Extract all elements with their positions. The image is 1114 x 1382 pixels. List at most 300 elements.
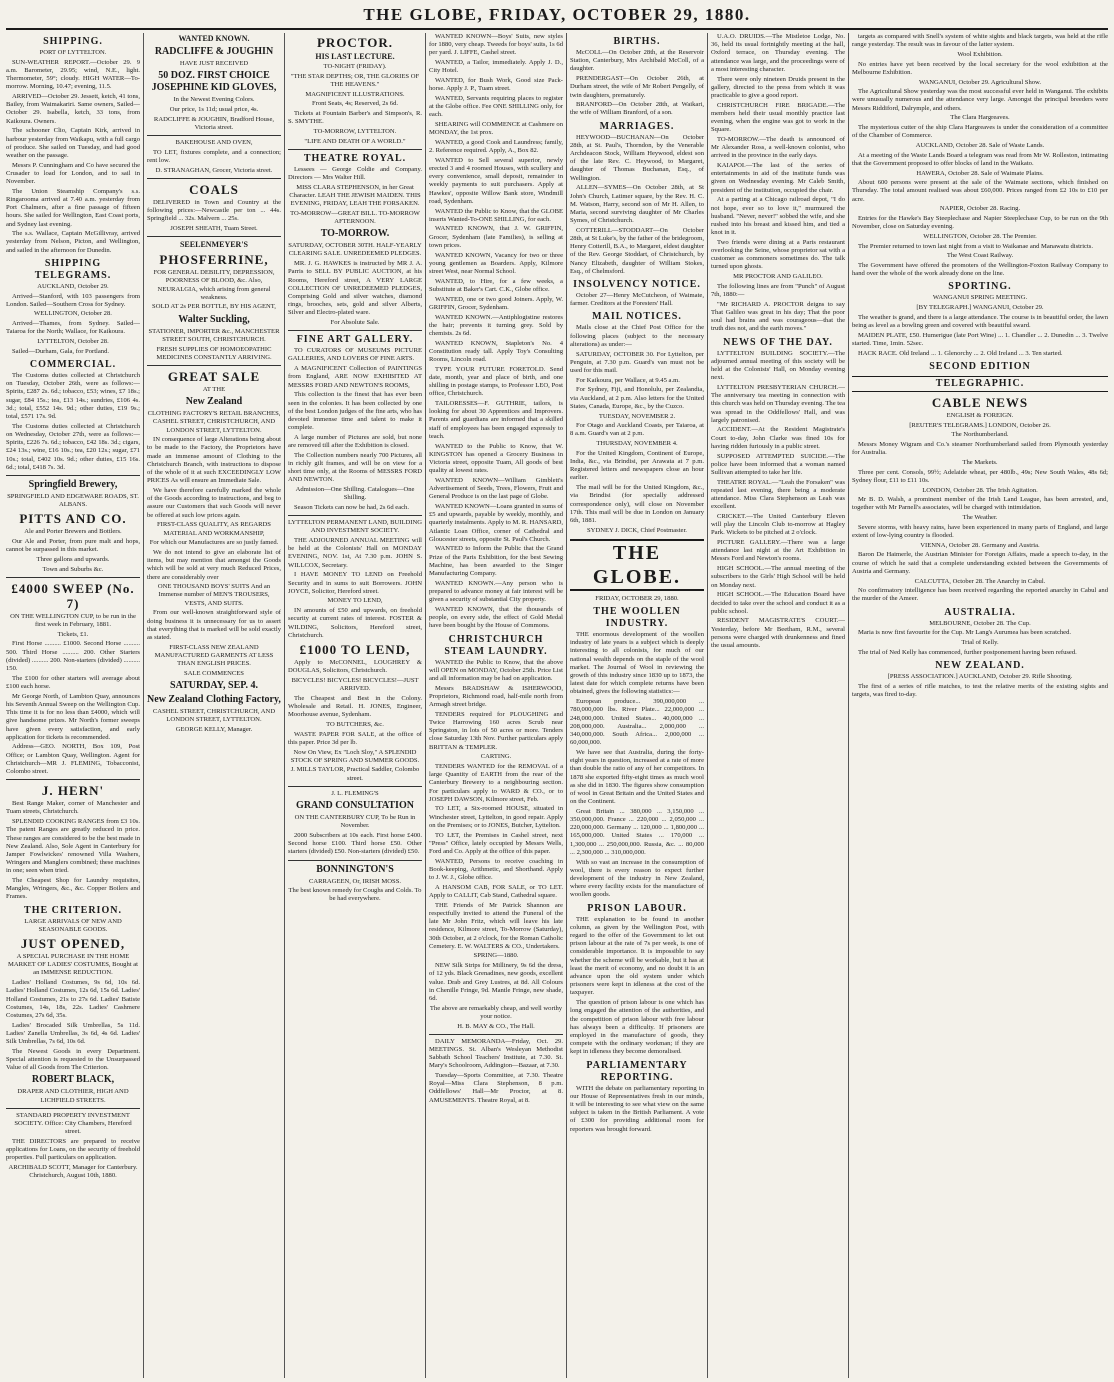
article-paragraph: WASTE PAPER FOR SALE, at the office of this paper. Price 3d per lb. xyxy=(288,730,422,746)
display-heading: COALS xyxy=(189,181,239,197)
large-heading: Walter Suckling, xyxy=(178,313,250,325)
centered-line: For Absolute Sale. xyxy=(330,319,380,327)
article-paragraph: THE ADJOURNED ANNUAL MEETING will be held at the Colonists' Hall on MONDAY EVENING, NOV. 1st, At 7.30 p.m. JOHN S. WILLCOX, Secretary. xyxy=(288,537,422,569)
centered-line: J. MILLS TAYLOR, Practical Saddler, Colombo street. xyxy=(290,766,420,782)
large-heading: TO-MORROW. xyxy=(320,228,390,240)
rule-divider xyxy=(6,1108,140,1109)
article-paragraph: The Customs duties collected at Christchurch on Tuesday, October 26th, were as follows:—Spirits, £287 2s. 6d.; tobacco, £53; wines, £7 18s.; sugar, £84 15s.; tea, £13 14s.; sundries, £106 4s. 3d.; total, £552 14s. 9d.; other duties, £19 9s.; total, £571 17s. 9d. xyxy=(6,372,140,421)
article-paragraph: WANTED, a Tailor, immediately. Apply J. D., City Hotel. xyxy=(429,59,563,75)
display-heading: £4000 SWEEP (No. 7) xyxy=(11,580,135,611)
section-heading: THEATRE ROYAL. xyxy=(303,152,407,164)
section-heading: NEWS OF THE DAY. xyxy=(723,336,833,348)
centered-line: ONE THOUSAND BOYS' SUITS And an Immense number of MEN'S TROUSERS, VESTS, AND SUITS. xyxy=(157,583,271,607)
article-paragraph: The weather is grand, and there is a large attendance. The course is in beautiful order, the lawn being as level as a bowling green and covered with beautiful sward. xyxy=(852,313,1108,330)
masthead-title: THE GLOBE, FRIDAY, OCTOBER 29, 1880. xyxy=(363,5,751,24)
article-paragraph: The Customs duties collected at Christchurch on Wednesday, October 27th, were as follows:—Spirits, £226 7s. 6d.; tobacco, £42 18s. 3d.; cigars, £24 13s.; wine, £16 10s.; tea, £20 12s.; sugar, £71 10s.; total, £402 10s. 9d.; other duties, £15 16s. 6d.; total, £418 7s. 3d. xyxy=(6,422,140,471)
centered-line: J. L. FLEMING'S xyxy=(331,789,379,797)
article-paragraph: WANTED, to Hire, for a few weeks, a Substitute at Baker's Cart. C.K., Globe office. xyxy=(429,277,563,293)
section-heading: MAIL NOTICES. xyxy=(592,311,682,323)
article-paragraph: SUN-WEATHER REPORT.—October 29. 9 a.m. Barometer, 29.95; wind, N.E., light. Thermometer, 59°; cloudy. HIGH WATER—To-morrow. Morning, 10.47; evening, 11.5. xyxy=(6,58,140,91)
article-paragraph: WANTED KNOWN.—Antiphlogistine restores the hair; prevents it turning grey. Sold by chemists. 2s 6d. xyxy=(429,313,563,337)
rule-divider xyxy=(6,577,140,578)
centered-line: H. B. MAY & CO., The Hall. xyxy=(457,1022,535,1030)
column-1 xyxy=(6,33,140,1378)
large-heading: RADCLIFFE & JOUGHIN xyxy=(154,46,274,57)
centered-line: BAKEHOUSE AND OVEN, xyxy=(175,139,253,147)
centered-line: Now On View, Ex "Loch Sloy," A SPLENDID STOCK OF SPRING AND SUMMER GOODS. xyxy=(290,748,420,764)
article-paragraph: KAIAPOI.—The last of the series of entertainments in aid of the institute funds was given on Wednesday evening. Mr Caleb Smith, president of the institution, occupied the chair. xyxy=(711,162,845,194)
display-heading: J. HERN' xyxy=(41,783,105,799)
article-paragraph: I HAVE MONEY TO LEND on Freehold Security and in sums to suit Borrowers. JOHN JOYCE, Solicitor, Hereford street. xyxy=(288,571,422,595)
centered-line: CLOTHING FACTORY'S RETAIL BRANCHES, CASHEL STREET, CHRISTCHURCH, AND LONDON STREET, LYTTELTON. xyxy=(147,410,281,434)
centered-line: D. STRANAGHAN, Grocer, Victoria street. xyxy=(155,166,273,174)
column-divider xyxy=(143,33,144,1378)
section-heading: PRISON LABOUR. xyxy=(587,902,687,914)
article-paragraph: The mail will be for the United Kingdom, &c., via Brindisi (for specially addressed correspondence only), will close on November 17th. This mail will be due in London on January 6th, 1881. xyxy=(570,484,704,524)
centered-line: ON THE WELLINGTON CUP, to be run in the first week in February, 1881. xyxy=(10,612,136,629)
section-heading: SHIPPING. xyxy=(43,36,103,47)
article-paragraph: "Mr RICHARD A. PROCTOR deigns to say That Galileo was great in his day; That the poor soul had brains and was courageous—that the truth dies not, and the earth moves." xyxy=(711,300,845,333)
centered-line: LYTTELTON, October 28. xyxy=(37,338,109,346)
article-paragraph: Messrs Money Wigram and Co.'s steamer Northumberland sailed from Plymouth yesterday for Australia. xyxy=(852,441,1108,457)
centered-line: [REUTER'S TELEGRAMS.] LONDON, October 26. xyxy=(909,421,1051,429)
article-paragraph: The Cheapest Shop for Laundry requisites, Mangles, Wringers, &c., &c. Copper Boilers and Frames. xyxy=(6,877,140,901)
article-paragraph: SUPPOSED ATTEMPTED SUICIDE.—The police have been informed that a woman named Sullivan attempted to take her life. xyxy=(711,452,845,476)
column-5 xyxy=(570,33,704,1378)
column-divider xyxy=(566,33,567,1378)
large-heading: New Zealand xyxy=(185,396,243,408)
rule-divider xyxy=(147,236,281,237)
centered-line: CARRAGEEN, Or, IRISH MOSS. xyxy=(308,877,402,885)
article-paragraph: The following lines are from "Punch" of August 7th, 1880:— xyxy=(711,282,845,299)
article-paragraph: HIGH SCHOOL.—The annual meeting of the subscribers to the Girls' High School will be held on Monday next. xyxy=(711,565,845,589)
article-paragraph: WANTED KNOWN—Boys' Suits, new styles for 1880, very cheap. Tweeds for boys' suits, 1s 6d per yard. J. LIFFE, Cashel street. xyxy=(429,33,563,57)
centered-line: Tickets, £1. xyxy=(57,630,89,638)
paper-title: THE GLOBE. xyxy=(570,539,704,591)
article-paragraph: A MAGNIFICENT Collection of PAINTINGS from England, ARE NOW EXHIBITED AT MESSRS FORD AND NEWTON'S ROOMS, xyxy=(288,365,422,389)
column-divider xyxy=(848,33,849,1378)
centered-line: [BY TELEGRAPH.] WANGANUI, October 29. xyxy=(916,304,1044,312)
article-paragraph: Mr B. D. Walsh, a prominent member of the Irish Land League, has been arrested, and, together with Mr Parnell's associates, will be charged with intimidation. xyxy=(852,496,1108,512)
article-paragraph: Messrs BRADSHAW & ISHERWOOD, Proprietors, Richmond road, half-mile north from Armagh street bridge. xyxy=(429,684,563,709)
article-paragraph: A HANSOM CAB, FOR SALE, or TO LET. Apply to CALLIT, Cab Stand, Cathedral square. xyxy=(429,883,563,899)
section-heading: TELEGRAPHIC. xyxy=(852,376,1108,392)
section-heading: SHIPPING TELEGRAMS. xyxy=(34,257,112,281)
centered-line: A SPECIAL PURCHASE IN THE HOME MARKET OF LADIES' COSTUMES, Bought at an IMMENSE REDUCTION. xyxy=(7,953,139,977)
article-paragraph: We do not intend to give an elaborate list of items, but may mention that amongst the Goods which will be sold at very much Reduced Prices, there are considerably over xyxy=(147,548,281,581)
article-paragraph: TENDERS WANTED for the REMOVAL of a large Quantity of EARTH from the rear of the Canterbury Brewery to a neighbouring section. For particulars apply to WARD & CO., or to JOSEPH DAWSON, Kilmore street, Feb. xyxy=(429,762,563,803)
sub-heading: SEELENMEYER'S xyxy=(179,240,249,250)
large-heading: BONNINGTON'S xyxy=(316,863,394,875)
article-paragraph: WANTED the Public to Know, that the above will OPEN on MONDAY, October 25th. Price List and all information may be had on application. xyxy=(429,658,563,682)
centered-line: In the Newest Evening Colors. xyxy=(173,96,255,104)
centered-line: WELLINGTON, October 28. xyxy=(34,310,112,318)
large-heading: SATURDAY, SEP. 4. xyxy=(170,679,258,691)
rule-divider xyxy=(288,860,422,861)
article-paragraph: RESIDENT MAGISTRATE'S COURT.—Yesterday, before Mr Beetham, R.M., several persons were charged with drunkenness and fined the usual amounts. xyxy=(711,617,845,650)
article-paragraph: targets as compared with Snell's system of white sights and black targets, was held at the rifle range yesterday. The result was in favour of the latter system. xyxy=(852,33,1108,49)
section-heading: NEW ZEALAND. xyxy=(935,659,1025,671)
centered-line: Wool Exhibition. xyxy=(957,50,1003,58)
article-paragraph: TO CURATORS OF MUSEUMS PICTURE GALLERIES, AND LOVERS OF FINE ARTS. xyxy=(288,347,422,363)
article-paragraph: THE Friends of Mr Patrick Shannon are respectfully invited to attend the Funeral of the late Mr John Fritz, which will leave his late residence, Kilmore street, To-Morrow (Saturday), 30th October, at 2 o'clock, for the Roman Catholic Cemetery. E. W. WALTERS & CO., Undertakers. xyxy=(429,901,563,950)
centered-line: Our price, 1s 11d; usual price, 4s. xyxy=(169,105,259,113)
centered-line: FRESH SUPPLIES OF HOMOEOPATHIC MEDICINES CONSTANTLY ARRIVING. xyxy=(156,345,272,361)
article-paragraph: Season Tickets can now be had, 2s 6d each. xyxy=(294,503,410,511)
large-heading: ROBERT BLACK, xyxy=(31,1074,115,1086)
article-paragraph: Messrs P. Cunningham and Co have secured the Crusader to load for London, and to sail in November. xyxy=(6,161,140,186)
article-paragraph: For Kaikoura, per Wallace, at 9.45 a.m. xyxy=(576,376,680,384)
display-heading: CABLE NEWS xyxy=(931,394,1029,410)
centered-line: STATIONER, IMPORTER &c., MANCHESTER STREET SOUTH, CHRISTCHURCH. xyxy=(148,327,280,343)
display-heading: PROCTOR. xyxy=(316,35,393,50)
centered-line: LYTTELTON PERMANENT LAND, BUILDING AND INVESTMENT SOCIETY. xyxy=(288,519,422,535)
article-paragraph: MAIDEN PLATE, £50. Humerigue (late Port Wine) ... 1. Chandler ... 2. Dunedin ... 3. Twelve started. Time, 1min. 52sec. xyxy=(852,331,1108,347)
article-paragraph: The schooner Clio, Captain Kirk, arrived in harbour yesterday from Waikapu, with a full cargo of produce. She sailed on Tuesday, and had good weather on the passage. xyxy=(6,127,140,159)
large-heading: Springfield Brewery, xyxy=(28,478,118,490)
article-paragraph: LYTTELTON PRESBYTERIAN CHURCH.—The anniversary tea meeting in connection with this church was held on Thursday evening. The tea was spread in the Oddfellows' Hall, and was largely patronised. xyxy=(711,383,845,424)
article-paragraph: HIGH SCHOOL.—The Education Board have decided to take over the school and conduct it as a public school. xyxy=(711,591,845,615)
centered-line: Ale and Porter Brewers and Bottlers. xyxy=(24,528,122,536)
section-heading: AUSTRALIA. xyxy=(944,606,1016,618)
centered-line: Admission—One Shilling. Catalogues—One Shilling. xyxy=(295,486,415,502)
article-paragraph: WANTED, Servants requiring places to register at the Globe office. Fee ONE SHILLING only, for each. xyxy=(429,94,563,119)
article-paragraph: DELIVERED in Town and Country at the following prices:—Newcastle per ton ... 44s. Springfield ... 32s. Malvern ... 25s. xyxy=(147,198,281,223)
centered-line: Three gallons and upwards. xyxy=(36,555,110,563)
centered-line: MISS CLARA STEPHENSON, in her Great Character. LEAH THE JEWISH MAIDEN. THIS EVENING, FRIDAY, LEAH THE FORSAKEN. xyxy=(289,183,421,208)
article-paragraph: TAILORESSES—F. GUTHRIE, tailors, is looking for about 30 Apprentices and Improvers. Parents and guardians are informed that a skilled staff of employees has been engaged expressly to teach. xyxy=(429,400,563,440)
centered-line: RADCLIFFE & JOUGHIN, Bradford House, Victoria street. xyxy=(153,115,275,131)
rule-divider xyxy=(147,135,281,136)
article-paragraph: ACCIDENT.—At the Resident Magistrate's Court to-day, John Clarke was fined 10s for having ridden furiously in a public street. xyxy=(711,426,845,450)
article-paragraph: Sailed—Durham, Gala, for Portland. xyxy=(12,347,110,355)
centered-line: FIRST-CLASS NEW ZEALAND MANUFACTURED GARMENTS AT LESS THAN ENGLISH PRICES. xyxy=(154,643,274,668)
sub-heading: WANTED KNOWN. xyxy=(178,34,250,43)
article-paragraph: WANTED to Sell several superior, newly erected 3 and 4 roomed Houses, with scullery and every convenience, small deposit, remainder in weekly payments to suit purchasers. Apply at Hawkes', opposite Willow Bank store, Windmill road, Sydenham. xyxy=(429,156,563,205)
article-paragraph: TO LET, the Premises in Cashel street, next "Press" Office, lately occupied by Messrs Wells, Ford and Co. Apply at the office of this paper. xyxy=(429,831,563,855)
centered-line: Trial of Kelly. xyxy=(961,639,999,647)
article-paragraph: Three per cent. Consols, 99½; Adelaide wheat, per 480lb., 49s; New South Wales, 48s 6d; Sydney flour, £11 to £11 10s. xyxy=(852,468,1108,484)
centered-line: The above are remarkably cheap, and well worthy your notice. xyxy=(429,1004,563,1020)
centered-line: ENGLISH & FOREIGN. xyxy=(946,411,1014,419)
article-paragraph: The first of a series of rifle matches, to test the relative merits of the existing sights and targets, was fired to-day. xyxy=(852,682,1108,698)
centered-line: TO-MORROW, LYTTELTON. xyxy=(313,127,397,135)
rule-divider xyxy=(429,1034,563,1035)
section-heading: BIRTHS. xyxy=(613,36,661,47)
large-heading: 50 DOZ. FIRST CHOICE JOSEPHINE KID GLOVES, xyxy=(151,70,277,94)
article-paragraph: PICTURE GALLERY.—There was a large attendance last night at the Art Exhibition in Messrs Ford and Newton's rooms. xyxy=(711,539,845,563)
article-paragraph: WITH the debate on parliamentary reporting in our House of Representatives fresh in our minds, it will be interesting to see what view on the same subject is taken in the British Parliament. A vote of £300 for providing additional room for reporters was brought forward. xyxy=(570,1084,704,1133)
centered-line: The best known remedy for Coughs and Colds. To be had everywhere. xyxy=(288,887,422,903)
centered-line: HAWERA, October 28. Sale of Waimate Plains. xyxy=(916,169,1044,177)
rule-divider xyxy=(288,330,422,331)
article-paragraph: MR. J. G. HAWKES is instructed by MR J. A. Parris to SELL BY PUBLIC AUCTION, at his Rooms, Hereford street, A VERY LARGE COLLECTION OF UNREDEEMED PLEDGES, Comprising Gold and silver watches, diamond rings, brooches, sets, gold and silver Alberts, Silver and Electro-plated ware. xyxy=(288,260,422,317)
article-paragraph: WANTED KNOWN—Loans granted in sums of £5 and upwards, payable by weekly, monthly, and quarterly instalments. Apply to M. R. HANSARD, Atlantic Loan Office, corner of Cathedral and Gloucester streets, opposite St. Paul's Church. xyxy=(429,502,563,543)
centered-line: DRAPER AND CLOTHIER, HIGH AND LICHFIELD STREETS. xyxy=(17,1088,129,1104)
article-paragraph: The £100 for other starters will average about £100 each horse. xyxy=(6,674,140,690)
article-paragraph: WANTED, a good Cook and Laundress; family, 2. Reference required. Apply, A., Box 82. xyxy=(429,138,563,155)
article-paragraph: WANTED, one or two good Joiners. Apply, W. GRIFFIN, Grocer, Sydenham. xyxy=(429,295,563,311)
centered-line: The Northumberland. xyxy=(951,431,1009,439)
centered-line: WANGANUI SPRING MEETING. xyxy=(932,294,1028,302)
article-paragraph: U.A.O. DRUIDS.—The Mistletoe Lodge, No. 36, held its usual fortnightly meeting at the hall, Oxford terrace, on Thursday evening. The attendance was large, and the proceedings were of a most interesting character. xyxy=(711,33,845,73)
centered-line: Front Seats, 4s; Reserved, 2s 6d. xyxy=(311,100,399,108)
article-paragraph: Severe storms, with heavy rains, have been experienced in many parts of England, and large extent of low-lying country is flooded. xyxy=(852,523,1108,540)
article-paragraph: SPLENDID COOKING RANGES from £3 10s. The patent Ranges are greatly reduced in price. These ranges are considered to be the best made in New Zealand. Also, Sole Agent in Canterbury for Jamper Fowlwickes' renowned Villa Washers, Wringers and Manglers combined; these machines in one; seen when tried. xyxy=(6,818,140,875)
centered-line: The West Coast Railway. xyxy=(946,252,1014,260)
section-heading: FINE ART GALLERY. xyxy=(296,334,414,346)
centered-line: THURSDAY, NOVEMBER 4. xyxy=(596,440,678,448)
article-paragraph: There were only nineteen Druids present in the gallery, directed to the press from which it was practicable to give a good report. xyxy=(711,75,845,99)
article-paragraph: The question of prison labour is one which has long engaged the attention of the authorities, and the competition of prison labour with free labour has always been a difficulty. If prisoners are employed in the manufacture of goods, they compete with the ordinary workman; if they are kept in idleness they become demoralised. xyxy=(570,999,704,1056)
article-paragraph: NEW Silk Strips for Millinery, 9s 6d the dress, of 12 yds. Black Grenadines, new goods, excellent value. Drab and Grey Lustres, at 8d. All Colours in Chenille Fringe, 9d. Mantle Fringe, new shade, 6d. xyxy=(429,962,563,1002)
masthead-rule xyxy=(6,28,1108,30)
section-heading: PARLIAMENTARY REPORTING. xyxy=(586,1059,688,1083)
article-paragraph: THEATRE ROYAL.—"Leah the Forsaken" was repeated last evening, there being a moderate attendance. Miss Clara Stephenson as Leah was excellent. xyxy=(711,478,845,511)
section-heading: CHRISTCHURCH STEAM LAUNDRY. xyxy=(444,633,548,657)
article-paragraph: Lessees — George Coldie and Company. Directors — Mrs Walter Hill. xyxy=(288,165,422,182)
centered-line: "LIFE AND DEATH OF A WORLD." xyxy=(304,137,406,145)
centered-line: FRIDAY, OCTOBER 29, 1880. xyxy=(595,594,679,602)
article-paragraph: DAILY MEMORANDA—Friday, Oct. 29. MEETINGS. St. Alban's Wesleyan Methodist Sabbath School Teachers' Institute, at 7.30. St. Mary's Schoolroom, Addington—Bazaar, at 7.30. xyxy=(429,1037,563,1070)
article-paragraph: Great Britain ... 380,000 ... 3,150,000 ... 350,000,000. France ... 220,000 ... 2,050,000 ... 220,000,000. Germany ... 120,000 ... 1,800,000 ... 165,000,000. United States ... 170,000 ... 1,300,000 ... 250,000,000. Russia, &c. ... 80,000 ... 2,300,000 ... 310,000,000. xyxy=(570,807,704,856)
centered-line: The Clara Hargreaves. xyxy=(950,114,1010,122)
centered-line: NAPIER, October 28. Racing. xyxy=(939,205,1021,213)
sub-heading: HIS LAST LECTURE. xyxy=(315,52,395,61)
centered-line: AUCKLAND, October 29. xyxy=(37,282,109,290)
rule-divider xyxy=(288,149,422,150)
centered-line: WELLINGTON, October 28. The Premier. xyxy=(923,232,1037,240)
article-paragraph: Tuesday—Sports Committee, at 7.30. Theatre Royal—Miss Clara Stephenson, 8 p.m. Oddfellows' Hall—Mr Proctor, at 8. AMUSEMENTS. Theatre Royal, at 8. xyxy=(429,1072,563,1104)
article-paragraph: THE enormous development of the woollen industry of late years is a subject which is deeply interesting to all colonists, for much of our national wealth depends on the staple of the wool market. The Journal of Wool in reviewing the growth of this industry since 1830 up to 1873, the latest date for which complete returns have been obtained, gives the following statistics:— xyxy=(570,631,704,696)
display-heading: GREAT SALE xyxy=(167,368,261,384)
centered-line: WANGANUI, October 29. Agricultural Show. xyxy=(918,78,1042,86)
rule-divider xyxy=(288,786,422,787)
section-heading: MARRIAGES. xyxy=(599,120,675,132)
article-paragraph: With so vast an increase in the consumption of wool, there is every reason to expect further development of the industry in New Zealand, where every facility exists for the manufacture of woollen goods. xyxy=(570,858,704,899)
centered-line: TO-MORROW—GREAT BILL. TO-MORROW AFTERNOON. xyxy=(290,209,420,226)
rule-divider xyxy=(6,475,140,476)
centered-line: "THE STAR DEPTHS; OR, THE GLORIES OF THE HEAVENS." xyxy=(290,72,420,88)
article-paragraph: This collection is the finest that has ever been seen in the colonies. It has been collected by one of the best London judges of the fine arts, who has devoted immense time and talent to make it complete. xyxy=(288,391,422,432)
column-6 xyxy=(711,33,845,1378)
article-paragraph: We have therefore carefully marked the whole of the Goods according to instructions, and beg to assure our Customers that such Goods will never be offered at such low prices again. xyxy=(147,487,281,519)
section-heading: SPORTING. xyxy=(948,281,1012,293)
article-paragraph: At a meeting of the Waste Lands Board a telegram was read from Mr W. Rolleston, intimating that the Government proposed to offer blocks of land in the Waikato. xyxy=(852,151,1108,167)
article-paragraph: No entries have yet been received by the local secretary for the wool exhibition at the Melbourne Exhibition. xyxy=(852,60,1108,76)
article-paragraph: Address—GEO. NORTH, Box 109, Post Office; or Lambton Quay, Wellington. Agent for Christchurch—MR J. FLEMING, Tobacconist, Colombo street. xyxy=(6,743,140,776)
article-paragraph: Entries for the Hawke's Bay Steeplechase and Napier Steeplechase Cup, to be run on the 9th November, close on Saturday evening. xyxy=(852,215,1108,231)
article-paragraph: PRENDERGAST—On October 26th, at Durham street, the wife of Mr Robert Pengelly, of twin daughters, prematurely. xyxy=(570,75,704,99)
article-paragraph: At a parting at a Chicago railroad depot, "I do not hope, ever so to love it," murmured the husband. "Never, never!" sobbed the wife, and she rushed into his breast and kissed him, and tied a knot in it. xyxy=(711,196,845,237)
centered-line: FIRST-CLASS QUALITY, AS REGARDS MATERIAL AND WORKMANSHIP, xyxy=(157,521,271,537)
article-paragraph: Ladies' Holland Costumes, 9s 6d, 10s 6d. Ladies' Holland Costumes, 12s 6d, 15s 6d. Ladies' Holland Costumes, 21s to 27s 6d. Ladies' Batiste Costumes, 14s, 18s, 22s. Ladies' Cashmere Costumes, 27s 6d, 35s. xyxy=(6,979,140,1019)
article-paragraph: Apply to McCONNEL, LOUGHREY & DOUGLAS, Solicitors, Christchurch. xyxy=(288,658,422,675)
article-paragraph: THE explanation to be found in another column, as given by the Wellington Post, with regard to the offer of the Government to let out prison labour at the rate of 7s per week, is one of considerable importance. It is impossible to say whether the scheme will be workable, but it has at least the merit of economy, and no doubt it is an advance upon the old system under which prisoners were kept in idleness at the cost of the taxpayer. xyxy=(570,915,704,997)
article-paragraph: Best Range Maker, corner of Manchester and Tuam streets, Christchurch. xyxy=(6,800,140,816)
centered-line: TO BUTCHERS, &c. xyxy=(326,720,384,728)
column-7 xyxy=(852,33,1108,1378)
centered-line: The Markets. xyxy=(962,458,998,466)
article-paragraph: Maria is now first favourite for the Cup. Mr Lang's Aurumea has been scratched. xyxy=(858,629,1072,637)
centered-line: SPRINGFIELD AND EDGEWARE ROADS, ST. ALBANS. xyxy=(7,492,139,509)
centered-line: ARCHIBALD SCOTT, Manager for Canterbury. Christchurch, August 10th, 1880. xyxy=(8,1164,138,1180)
centered-line: CARTING. xyxy=(480,753,512,761)
centered-line: FOR GENERAL DEBILITY, DEPRESSION, POORNESS OF BLOOD, &c. Also, NEURALGIA, which arising from general weakness. xyxy=(153,269,275,301)
article-paragraph: 2000 Subscribers at 10s each. First horse £400. Second horse £100. Third horse £50. Other starters (divided) £50. Non-starters (divided) £50. xyxy=(288,831,422,856)
rule-divider xyxy=(288,515,422,516)
article-paragraph: WANTED KNOWN, that J. W. GRIFFIN, Grocer, Sydenham (late Families), is selling at town prices. xyxy=(429,225,563,249)
article-paragraph: For Sydney, Fiji, and Honolulu, per Zealandia, via Auckland, at 2 p.m. Also letters for the United States, Canada, Europe, &c., by the Cuzco. xyxy=(570,386,704,410)
centered-line: MR PROCTOR AND GALILEO. xyxy=(733,273,823,281)
article-paragraph: October 27—Henry McCutcheon, of Waimate, farmer. Creditors at the Foresters' Hall. xyxy=(570,292,704,308)
centered-line: For which our Manufactures are so justly famed. xyxy=(149,539,279,547)
article-paragraph: Mails close at the Chief Post Office for the following places (subject to the necessary alterations) as under:— xyxy=(570,324,704,348)
rule-divider xyxy=(147,365,281,366)
article-paragraph: WANTED, Persons to receive coaching in Book-keeping, Arithmetic, and Shorthand. Apply to J. W. J., Globe office. xyxy=(429,857,563,882)
article-paragraph: The mysterious cutter of the ship Clara Hargreaves is under the consideration of a committee of the Chamber of Commerce. xyxy=(852,124,1108,140)
article-paragraph: For Otago and Auckland Coasts, per Taiaroa, at 8 a.m. Guard's van at 2 p.m. xyxy=(570,422,704,438)
article-paragraph: SATURDAY, OCTOBER 30. For Lyttelton, per Penguin, at 7.30 p.m. Guard's van must not be used for this mail. xyxy=(570,350,704,374)
article-paragraph: SHEARING will COMMENCE at Cashmere on MONDAY, the 1st prox. xyxy=(429,121,563,137)
article-paragraph: Baron De Haimerle, the Austrian Minister for Foreign Affairs, made a speech to-day, in the course of which he said that a complete understanding existed between the Governments of Austria and Germany. xyxy=(852,551,1108,575)
article-paragraph: The trial of Ned Kelly has commenced, further postponement having been refused. xyxy=(858,648,1077,656)
centered-line: VIENNA, October 28. Germany and Austria. xyxy=(920,541,1040,549)
centered-line: SOLD AT 2s PER BOTTLE, BY HIS AGENT, xyxy=(152,303,276,311)
centered-line: PORT OF LYTTELTON. xyxy=(39,49,107,56)
article-paragraph: McCOLL—On October 28th, at the Reservoir Station, Canterbury, Mrs Archibald McColl, of a daughter. xyxy=(570,49,704,73)
centered-line: SPRING—1880. xyxy=(473,952,519,960)
article-paragraph: WANTED KNOWN, Vacancy for two or three young gentlemen as Boarders. Apply, Kilmore street West, near Normal School. xyxy=(429,251,563,275)
article-paragraph: From our well-known straightforward style of doing business it is unnecessary for us to assert that everything that is marked will be sold exactly as stated. xyxy=(147,609,281,641)
article-paragraph: Arrived—Thames, from Sydney. Sailed—Taiaroa for the North; Wallace, for Kaikoura. xyxy=(6,320,140,336)
article-paragraph: Two friends were dining at a Paris restaurant overlooking the Seine, whose proprietor sat with a customer as commoners sometimes do. The talk turned upon ghosts. xyxy=(711,238,845,271)
centered-line: Town and Suburbs &c. xyxy=(42,565,104,573)
centered-line: MELBOURNE, October 28. The Cup. xyxy=(929,619,1031,627)
section-heading: COMMERCIAL. xyxy=(29,359,117,370)
masthead xyxy=(0,0,1114,30)
centered-line: AUCKLAND, October 28. Sale of Waste Lands. xyxy=(915,141,1045,149)
article-paragraph: For the United Kingdom, Continent of Europe, India, &c., via Brindisi, per Arawata at 7 p.m. Registered letters and newspapers close an hour earlier. xyxy=(570,449,704,482)
display-heading: JUST OPENED, xyxy=(20,936,126,952)
display-heading: PITTS AND CO. xyxy=(19,511,127,527)
article-paragraph: CRICKET.—The United Canterbury Eleven will play the Lincoln Club to-morrow at Hagley Park. Wickets to be pitched at 2 o'clock. xyxy=(711,512,845,537)
article-paragraph: First Horse .......... £1000. Second Horse .......... 500. Third Horse .......... 200. Other Starters (divided) .......... 200. Non-starters (divided) .......... 150. xyxy=(6,640,140,673)
centered-line: LARGE ARRIVALS OF NEW AND SEASONABLE GOODS. xyxy=(24,917,122,933)
centered-line: MAGNIFICENT ILLUSTRATIONS. xyxy=(305,90,405,98)
article-paragraph: TO-MORROW.—The death is announced of Mr Alexander Ross, a well-known colonist, who arrived in the province in the early days. xyxy=(711,135,845,160)
article-paragraph: WANTED to Inform the Public that the Grand Prize of the Paris Exhibition, for the best Sewing Machine, has been awarded to the Singer Manufacturing Company. xyxy=(429,545,563,578)
article-paragraph: WANTED KNOWN, Stapleton's No. 4 Constitution ready tall. Apply Toy's Consulting Rooms, Lincoln road. xyxy=(429,339,563,364)
centered-line: ON THE CANTERBURY CUP, To be Run in November. xyxy=(294,814,416,830)
article-paragraph: HEYWOOD—BUCHANAN—On October 28th, at St. Paul's, Thorndon, by the Venerable Archdeacon Stock, William Heywood, eldest son of the late Rev. C. Heywood, to Margaret, daughter of Thomas Buchanan, Esq., of Wellington. xyxy=(570,133,704,182)
centered-line: GEORGE KELLY, Manager. xyxy=(175,725,253,733)
article-paragraph: TENDERS required for PLOUGHING and Twice Harrowing 160 acres Scrub near Springston, in lots of 50 acres or more. Tenders close Saturday 13th Nov. Further particulars apply BRITTAN & TEMPLER. xyxy=(429,710,563,751)
article-paragraph: WANTED the Public to Know, that the GLOBE inserts Wanted-To-ONE SHILLING, for each. xyxy=(429,207,563,223)
article-paragraph: The s.s. Wallace, Captain McGillivray, arrived yesterday from Nelson, Picton, and Wellington, and sailed in the afternoon for Dunedin. xyxy=(6,230,140,254)
centered-line: SALE COMMENCES xyxy=(184,669,244,677)
article-paragraph: TYPE YOUR FUTURE FORETOLD. Send date, month, year and place of birth, and one shilling in postage stamps, to Professor LEO, Post office, Christchurch. xyxy=(429,365,563,398)
section-heading: THE WOOLLEN INDUSTRY. xyxy=(593,606,681,630)
article-paragraph: About 600 persons were present at the sale of the Waimate sections, which finished on Thursday. The total amount realised was about £60,000. Prices ranged from £2 10s to £10 per acre. xyxy=(852,179,1108,203)
section-heading: THE CRITERION. xyxy=(24,904,122,916)
article-paragraph: WANTED, for Bush Work, Good size Pack-horse. Apply J. P., Tuam street. xyxy=(429,77,563,93)
article-paragraph: The Agricultural Show yesterday was the most successful ever held in Wanganui. The exhibits were unusually numerous and the attendance very large. Amongst the principal breeders were Messrs Riddiford, Dalrymple, and others. xyxy=(852,88,1108,112)
article-paragraph: Tickets at Fountain Barber's and Simpson's, R. S. SMYTHE. xyxy=(288,110,422,126)
centered-line: STANDARD PROPERTY INVESTMENT SOCIETY. Office: City Chambers, Hereford street. xyxy=(14,1111,132,1136)
article-paragraph: TO LET, fixtures complete, and a connection; rent low. xyxy=(147,148,281,164)
column-4 xyxy=(429,33,563,1378)
article-paragraph: THE DIRECTORS are prepared to receive applications for Loans, on the security of freehold properties. Full particulars on application. xyxy=(6,1137,140,1162)
article-paragraph: Arrived—Stanford, with 103 passengers from London. Sailed—Southern Cross for Sydney. xyxy=(6,292,140,308)
centered-line: CALCUTTA, October 28. The Anarchy in Cabul. xyxy=(914,577,1046,585)
article-paragraph: LYTTELTON BUILDING SOCIETY.—The adjourned annual meeting of this society will be held at the Colonists' Hall, on Monday evening next. xyxy=(711,349,845,382)
article-paragraph: Our Ale and Porter, from pure malt and hops, cannot be surpassed in this market. xyxy=(6,538,140,554)
article-paragraph: TO LET, a Six-roomed HOUSE, situated in Winchester street, Lyttelton, in good repair. Apply on the Premises; or to JONES, Butcher, Lyttelton. xyxy=(429,805,563,829)
article-paragraph: WANTED to the Public to Know, that W. KINGSTON has opened a Grocery Business in Victoria street, opposite Tuam, All goods of best quality at lowest rates. xyxy=(429,442,563,475)
centered-line: CASHEL STREET, CHRISTCHURCH, AND LONDON STREET, LYTTELTON. xyxy=(152,707,276,724)
section-heading: INSOLVENCY NOTICE. xyxy=(573,279,701,291)
column-divider xyxy=(707,33,708,1378)
article-paragraph: HACK RACE. Old Ireland ... 1. Glenorchy ... 2. Old Ireland ... 3. Ten started. xyxy=(858,349,1063,357)
display-heading: PHOSFERRINE, xyxy=(159,252,269,268)
centered-line: SATURDAY, OCTOBER 30TH. HALF-YEARLY CLEARING SALE. UNREDEEMED PLEDGES. xyxy=(288,242,422,258)
article-paragraph: CHRISTCHURCH FIRE BRIGADE.—The members held their usual monthly practice last evening, when the engine was got to work in the Square. xyxy=(711,101,845,134)
article-paragraph: The Cheapest and Best in the Colony. Wholesale and Retail. H. JONES, Engineer, Moorhouse avenue, Sydenham. xyxy=(288,694,422,719)
article-paragraph: The Newest Goods in every Department. Special attention is requested to the Unsurpassed Value of all Goods from The Criterion. xyxy=(6,1047,140,1072)
centered-line: TO-NIGHT (FRIDAY). xyxy=(323,63,387,70)
centered-line: [PRESS ASSOCIATION.] AUCKLAND, October 29. Rifle Shooting. xyxy=(887,672,1073,680)
centered-line: TUESDAY, NOVEMBER 2. xyxy=(598,412,676,420)
article-paragraph: Ladies' Brocaded Silk Umbrellas, 5s 11d. Ladies' Zanella Umbrellas, 3s 6d, 4s 6d. Ladies' Silk Umbrellas, 7s 6d, 10s 6d. xyxy=(6,1021,140,1046)
article-paragraph: IN consequence of large Alterations being about to be made to the Factory, the Proprietors have made an immense amount of Clothing to the Christchurch Branch, with instructions to dispose of the whole of it at such EXCEEDINGLY LOW PRICES As will ensure an Immediate Sale. xyxy=(147,436,281,485)
centered-line: AT THE xyxy=(202,385,226,393)
section-heading: SECOND EDITION xyxy=(929,360,1031,372)
centered-line: SYDNEY J. DICK, Chief Postmaster. xyxy=(587,526,687,534)
column-2 xyxy=(147,33,281,1378)
centered-line: The Weather. xyxy=(962,514,998,522)
article-paragraph: Mr George North, of Lambton Quay, announces his Seventh Annual Sweep on the Wellington Cup. This time it is for no less than £4000, which will give handsome prizes. Mr North's former sweeps have given every satisfaction, and early application for tickets is recommended. xyxy=(6,692,140,741)
article-paragraph: WANTED KNOWN—William Gimblett's Advertisement of Seeds, Trees, Flowers, Fruit and General Produce is on the last page of Globe. xyxy=(429,476,563,501)
rule-divider xyxy=(6,779,140,780)
centered-line: JOSEPH SHEATH, Tuam Street. xyxy=(170,224,258,232)
large-heading: New Zealand Clothing Factory, xyxy=(147,693,281,705)
article-paragraph: A large number of Pictures are sold, but none are removed till after the Exhibition is closed. xyxy=(288,433,422,450)
large-heading: GRAND CONSULTATION xyxy=(296,800,414,812)
article-paragraph: We have see that Australia, during the forty-eight years in question, increased at a rate of more than double the ratio of any of her competitors. In 1878 she exported fifty-eight times as much wool as she did in 1830. The figures show consumption of wool in Great Britain and the United States and on the Continent. xyxy=(570,748,704,806)
article-paragraph: WANTED KNOWN.—Any person who is prepared to advance money at fair interest will be given a security of substantial City property. xyxy=(429,579,563,604)
column-divider xyxy=(425,33,426,1378)
article-paragraph: COTTERILL—STODDART—On October 28th, at St Luke's, by the father of the bridegroom, Henry Cotterill, B.A., to Margaret, eldest daughter of the Rev. George Stoddart, of Christchurch, by Nancy Elizabeth, daughter of William Stokes, Esq., of Chelmsford. xyxy=(570,226,704,275)
rule-divider xyxy=(147,178,281,179)
article-paragraph: BRANFORD—On October 28th, at Waikari, the wife of William Branford, of a son. xyxy=(570,101,704,117)
centered-line: LONDON, October 28. The Irish Agitation. xyxy=(922,486,1038,494)
article-paragraph: IN amounts of £50 and upwards, on freehold security at current rates of interest. FOSTER & WILDING, Solicitors, Hereford street, Christchurch. xyxy=(288,607,422,639)
article-paragraph: The Premier returned to town last night from a visit to Waikanae and Manawatu districts. xyxy=(858,242,1094,250)
article-paragraph: No confirmatory intelligence has been received regarding the reported anarchy in Cabul and the murder of the Ameer. xyxy=(852,587,1108,603)
column-divider xyxy=(284,33,285,1378)
article-paragraph: The Government have offered the promoters of the Wellington-Foxton Railway Company to hand over the whole of the work already done on the line. xyxy=(852,262,1108,278)
article-paragraph: The Collection numbers nearly 700 Pictures, all in richly gilt frames, and will be on view for a short time only, at the Rooms of MESSRS FORD AND NEWTON. xyxy=(288,451,422,484)
column-3 xyxy=(288,33,422,1378)
article-paragraph: ARRIVED—October 29. Jessett, ketch, 41 tons, Bailey, from Waimakariri. Same owners, Sailed—October 29. Isabella, ketch, 33 tons, from Kaikoura. Owners. xyxy=(6,93,140,125)
centered-line: MONEY TO LEND, xyxy=(327,597,383,605)
centered-line: BICYCLES! BICYCLES! BICYCLES!—JUST ARRIVED. xyxy=(291,676,419,693)
article-paragraph: WANTED KNOWN, that the thousands of people, on every side, the effect of Gold Medal have been bought by the House of Commons. xyxy=(429,605,563,630)
article-paragraph: European produce... 390,000,000 ... 780,000,000 lbs. River Plate... 22,000,000 ... 248,000,000. United States... 40,000,000 ... 208,000,000. Australia... 2,000,000 ... 340,000,000. South Africa... 2,000,000 ... 60,000,000. xyxy=(570,698,704,747)
display-heading: £1000 TO LEND, xyxy=(299,641,411,657)
centered-line: HAVE JUST RECEIVED xyxy=(179,60,249,67)
